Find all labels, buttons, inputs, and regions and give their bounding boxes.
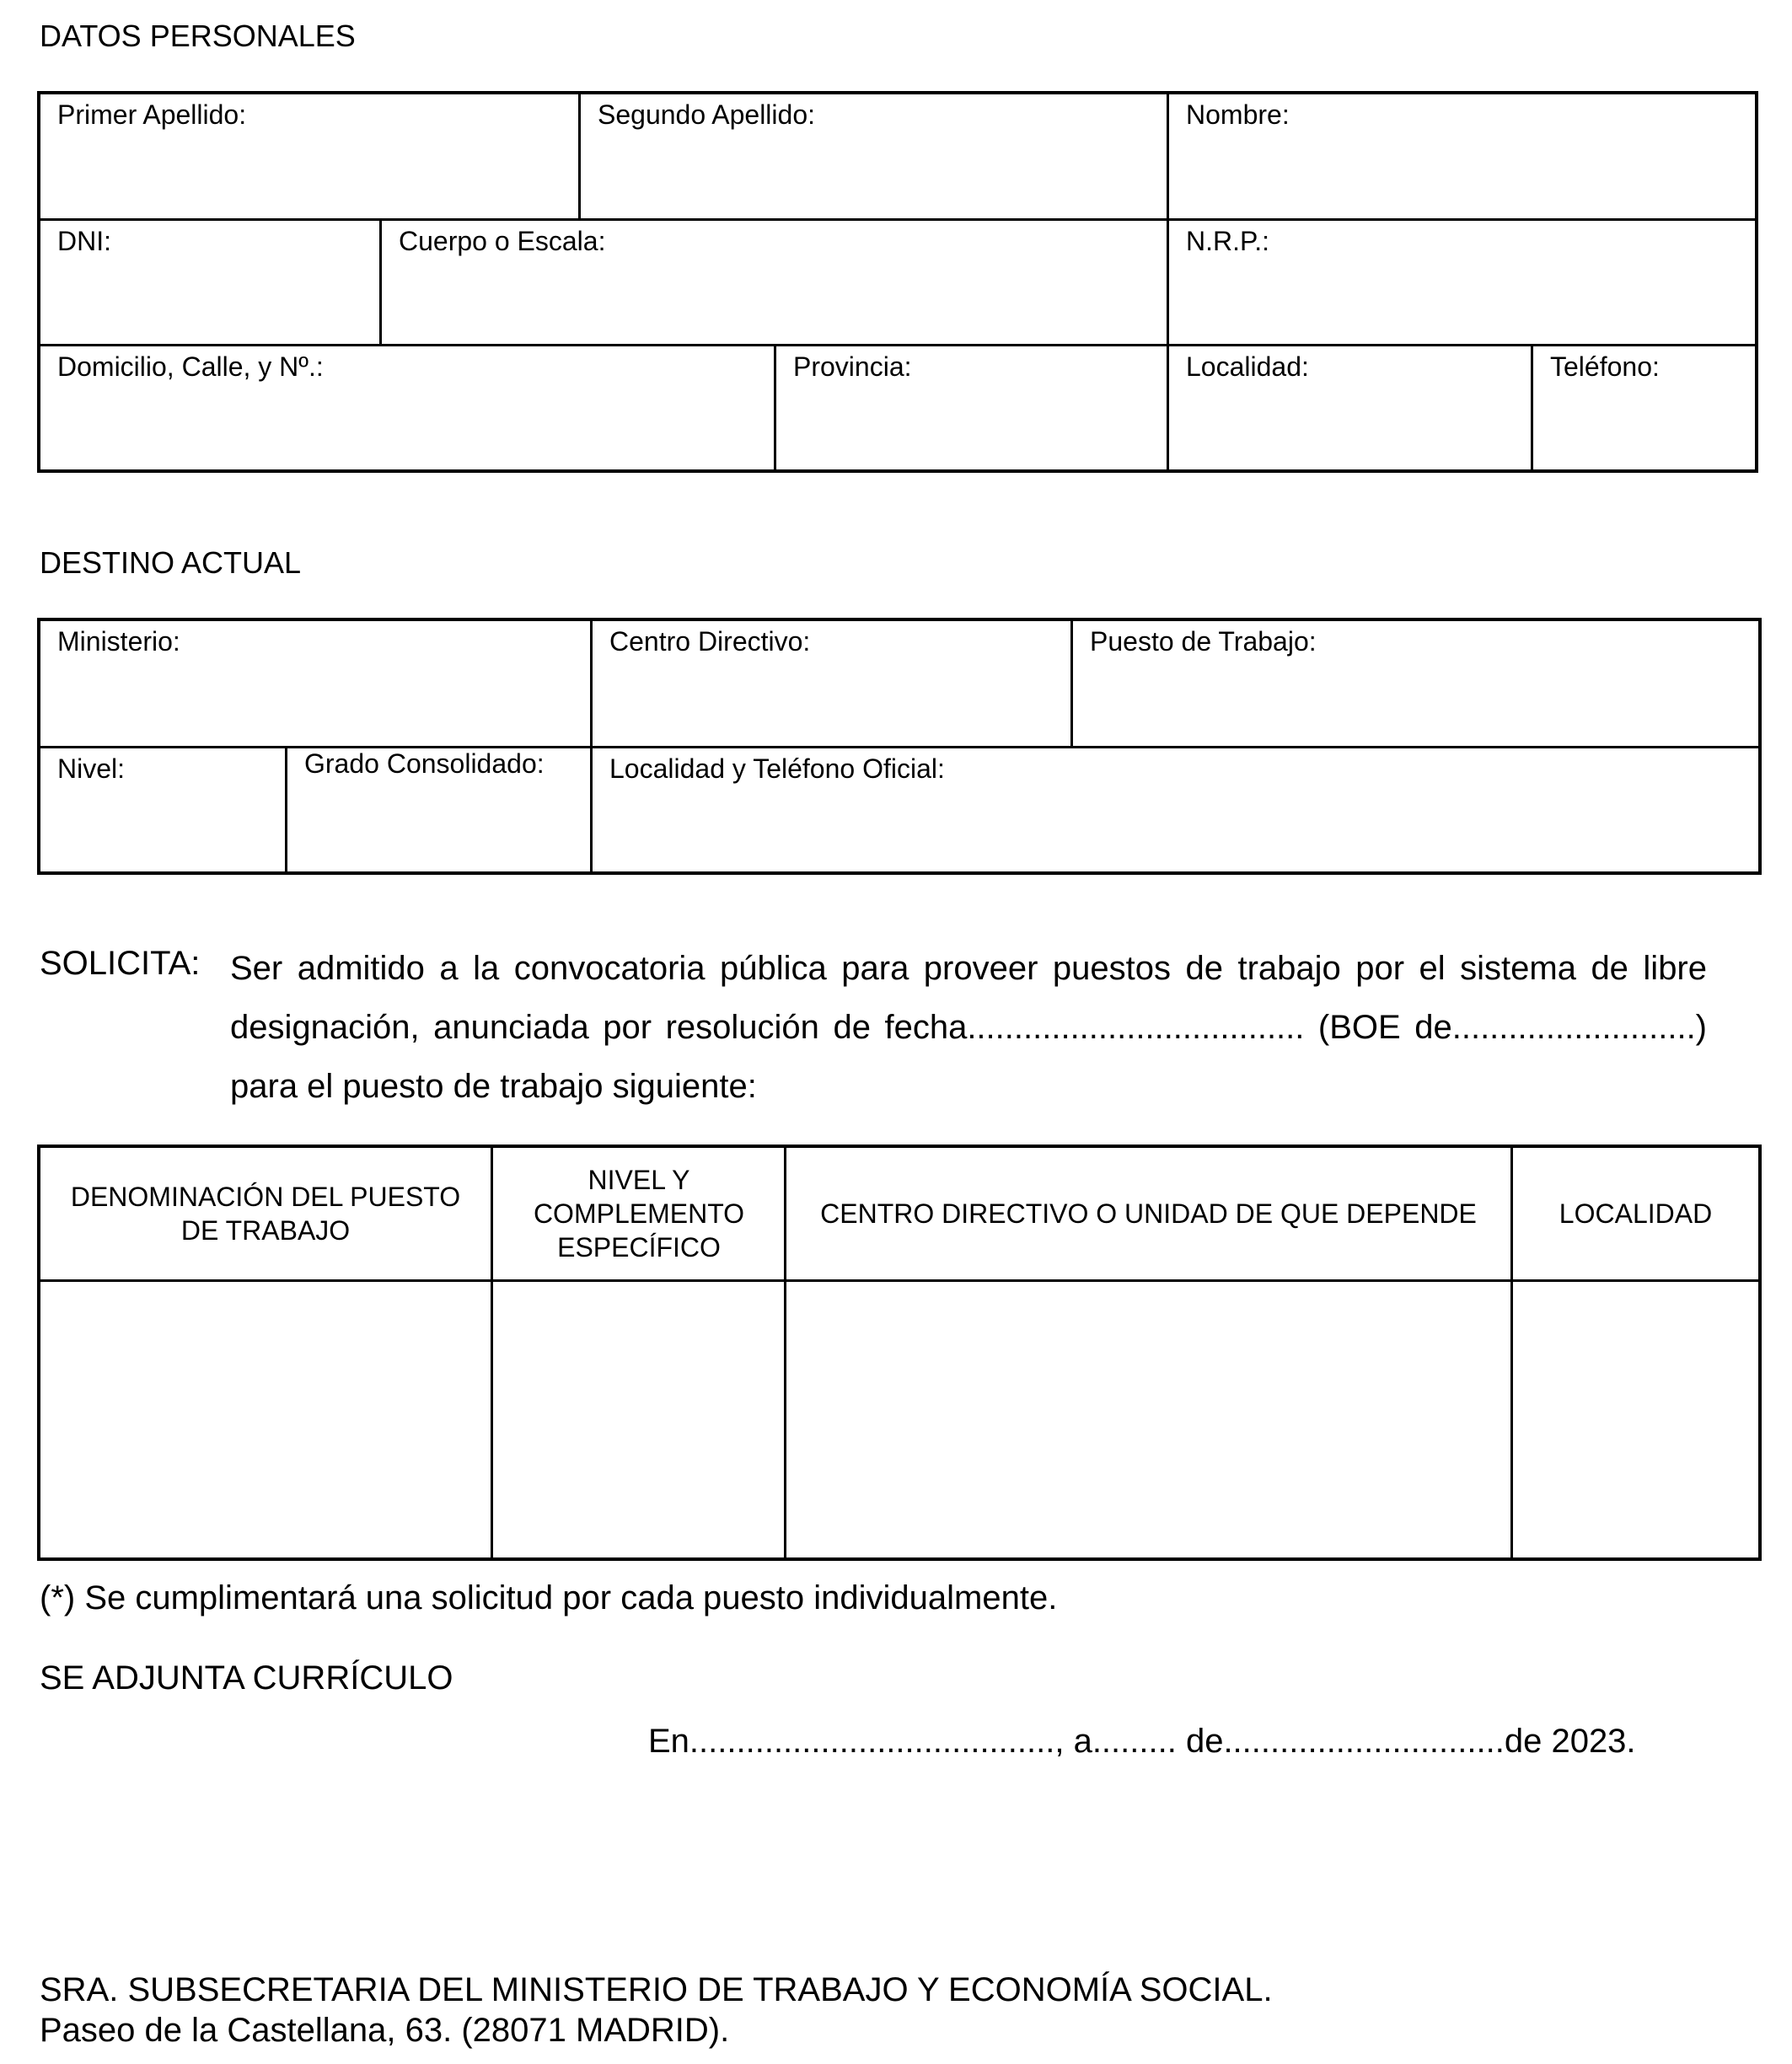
field-label: DNI: [57,226,111,256]
field-provincia[interactable] [776,346,1167,469]
solicita-line: designación, anunciada por resolución de fecha.................................... (BOE de..........................) [230,1009,1707,1046]
field-nrp[interactable] [1169,221,1755,344]
field-puesto-trabajo[interactable] [1073,621,1758,746]
table-header-localidad: LOCALIDAD [1559,1198,1713,1229]
solicita-line: Ser admitido a la convocatoria pública para proveer puestos de trabajo por el sistema de libre [230,950,1707,987]
table-header-centro-directivo: CENTRO DIRECTIVO O UNIDAD DE QUE DEPENDE [820,1198,1477,1229]
table-cell-denominacion[interactable] [40,1282,491,1561]
field-label: Localidad y Teléfono Oficial: [609,753,945,784]
field-localidad[interactable] [1169,346,1531,469]
adjunta-curriculo: SE ADJUNTA CURRÍCULO [40,1659,453,1697]
field-centro-directivo[interactable] [593,621,1070,746]
field-label: Provincia: [793,351,912,382]
solicita-line: para el puesto de trabajo siguiente: [230,1068,757,1105]
table-header-denominacion: DENOMINACIÓN DEL PUESTO DE TRABAJO [70,1182,461,1246]
field-label: Ministerio: [57,626,180,657]
datos-personales-box [37,91,1758,473]
field-segundo-apellido[interactable] [581,94,1167,218]
field-label: Nombre: [1186,99,1290,130]
field-cuerpo-escala[interactable] [382,221,1167,344]
table-cell-nivel[interactable] [493,1282,784,1561]
field-localidad-telefono-oficial[interactable] [593,748,1758,871]
section-title-datos-personales: DATOS PERSONALES [40,19,356,53]
field-primer-apellido[interactable] [40,94,578,218]
field-grado-consolidado[interactable] [287,748,590,871]
section-title-destino-actual: DESTINO ACTUAL [40,545,302,580]
field-label: Grado Consolidado: [304,748,545,779]
field-label: N.R.P.: [1186,226,1269,256]
table-cell-localidad[interactable] [1513,1282,1758,1561]
field-label: Primer Apellido: [57,99,247,130]
field-ministerio[interactable] [40,621,590,746]
note-text: (*) Se cumplimentará una solicitud por cada puesto individualmente. [40,1579,1058,1616]
solicita-paragraph [230,939,1707,1116]
field-label: Segundo Apellido: [598,99,815,130]
field-label: Localidad: [1186,351,1309,382]
table-cell-centro-directivo[interactable] [786,1282,1510,1561]
field-domicilio[interactable] [40,346,774,469]
destinatario-line: Paseo de la Castellana, 63. (28071 MADRID). [40,2012,730,2049]
field-label: Nivel: [57,753,126,784]
field-label: Teléfono: [1550,351,1660,382]
table-header-nivel: NIVEL Y COMPLEMENTO ESPECÍFICO [533,1165,745,1263]
solicita-label: SOLICITA: [40,945,201,982]
fecha-lugar-line: En......................................., a......... de..............................de 2023. [648,1723,1636,1760]
field-nombre[interactable] [1169,94,1755,218]
field-label: Cuerpo o Escala: [399,226,606,256]
field-label: Domicilio, Calle, y Nº.: [57,351,324,382]
destino-actual-box [37,618,1762,875]
field-label: Puesto de Trabajo: [1090,626,1317,657]
destinatario [40,1970,1273,2051]
field-dni[interactable] [40,221,379,344]
destinatario-line: SRA. SUBSECRETARIA DEL MINISTERIO DE TRABAJO Y ECONOMÍA SOCIAL. [40,1971,1273,2008]
puestos-table [37,1145,1762,1561]
field-telefono[interactable] [1533,346,1755,469]
field-label: Centro Directivo: [609,626,811,657]
field-nivel[interactable] [40,748,285,871]
